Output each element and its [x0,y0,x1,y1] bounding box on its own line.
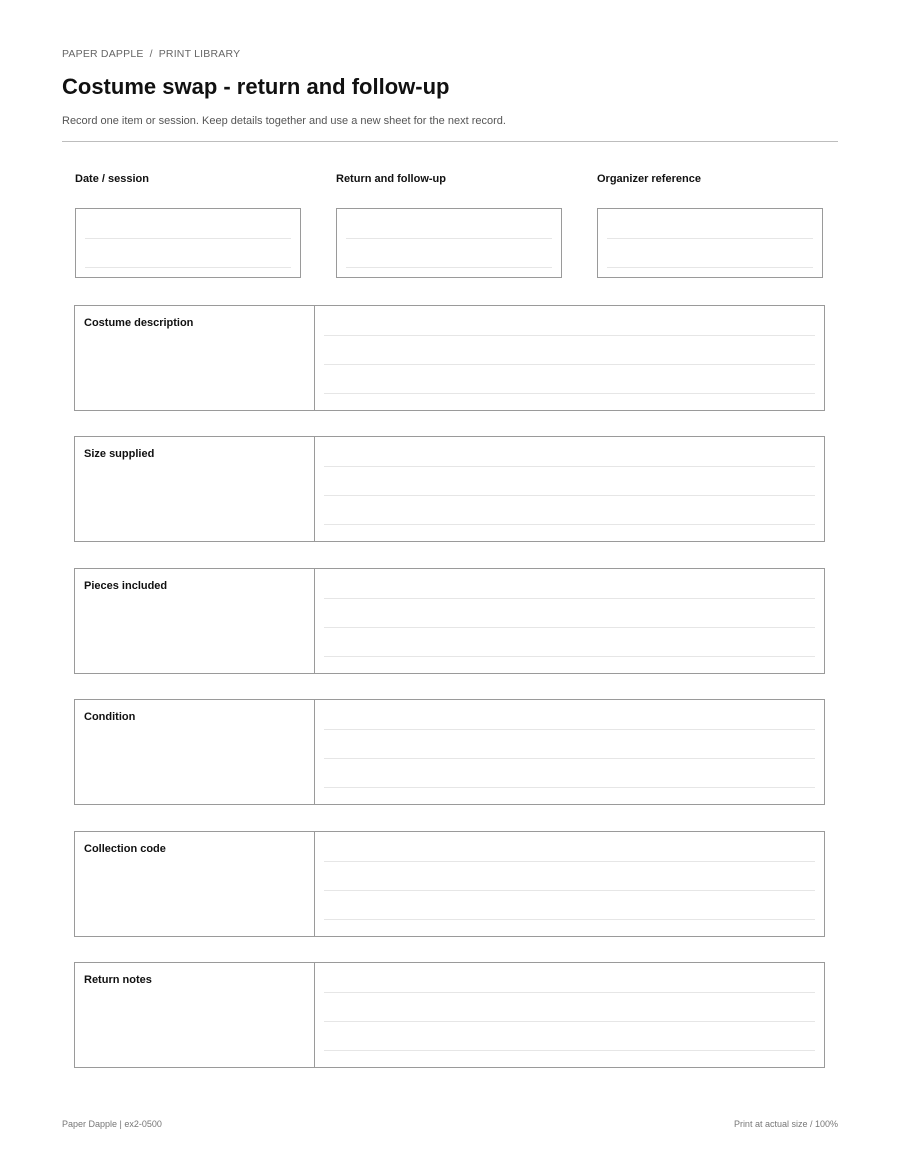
breadcrumb-separator: / [149,48,153,60]
pieces-included-field[interactable] [315,569,824,673]
date-session-label: Date / session [75,173,149,185]
writing-line [85,238,291,239]
return-notes-field[interactable] [315,963,824,1067]
return-followup-field[interactable] [336,208,562,278]
writing-line [85,267,291,268]
page-title: Costume swap - return and follow-up [62,74,450,99]
writing-line [324,758,815,759]
writing-line [324,1050,815,1051]
writing-line [324,1021,815,1022]
writing-line [324,919,815,920]
collection-code-label: Collection code [84,843,166,855]
header-divider [62,141,838,142]
writing-line [346,238,552,239]
costume-description-label: Costume description [84,317,194,329]
condition-label: Condition [84,711,136,723]
page-subtitle: Record one item or session. Keep details together and use a new sheet for the next record. [62,115,506,127]
return-followup-label: Return and follow-up [336,173,446,185]
writing-line [324,393,815,394]
writing-line [324,729,815,730]
pieces-included-label-cell [75,569,315,673]
date-session-field[interactable] [75,208,301,278]
writing-line [324,890,815,891]
writing-line [607,238,813,239]
writing-line [324,598,815,599]
condition-row [74,699,825,805]
size-supplied-field[interactable] [315,437,824,541]
costume-description-label-cell [75,306,315,410]
writing-line [324,466,815,467]
writing-line [324,335,815,336]
writing-line [607,267,813,268]
breadcrumb-current: PRINT LIBRARY [158,48,241,60]
writing-line [324,787,815,788]
breadcrumb-parent: PAPER DAPPLE [62,48,144,60]
organizer-reference-field[interactable] [597,208,823,278]
footer-print-note: Print at actual size / 100% [733,1119,838,1129]
writing-line [324,992,815,993]
collection-code-label-cell [75,832,315,936]
pieces-included-label: Pieces included [84,580,168,592]
size-supplied-label: Size supplied [84,448,155,460]
collection-code-field[interactable] [315,832,824,936]
writing-line [324,656,815,657]
writing-line [324,364,815,365]
collection-code-row [74,831,825,937]
size-supplied-row [74,436,825,542]
return-notes-label-cell [75,963,315,1067]
size-supplied-label-cell [75,437,315,541]
costume-description-field[interactable] [315,306,824,410]
writing-line [324,861,815,862]
writing-line [346,267,552,268]
costume-description-row [74,305,825,411]
return-notes-row [74,962,825,1068]
condition-label-cell [75,700,315,804]
organizer-reference-label: Organizer reference [597,173,701,185]
condition-field[interactable] [315,700,824,804]
footer-document-id: Paper Dapple | ex2-0500 [62,1119,162,1129]
breadcrumb [62,48,240,60]
writing-line [324,627,815,628]
return-notes-label: Return notes [84,974,152,986]
writing-line [324,524,815,525]
pieces-included-row [74,568,825,674]
writing-line [324,495,815,496]
